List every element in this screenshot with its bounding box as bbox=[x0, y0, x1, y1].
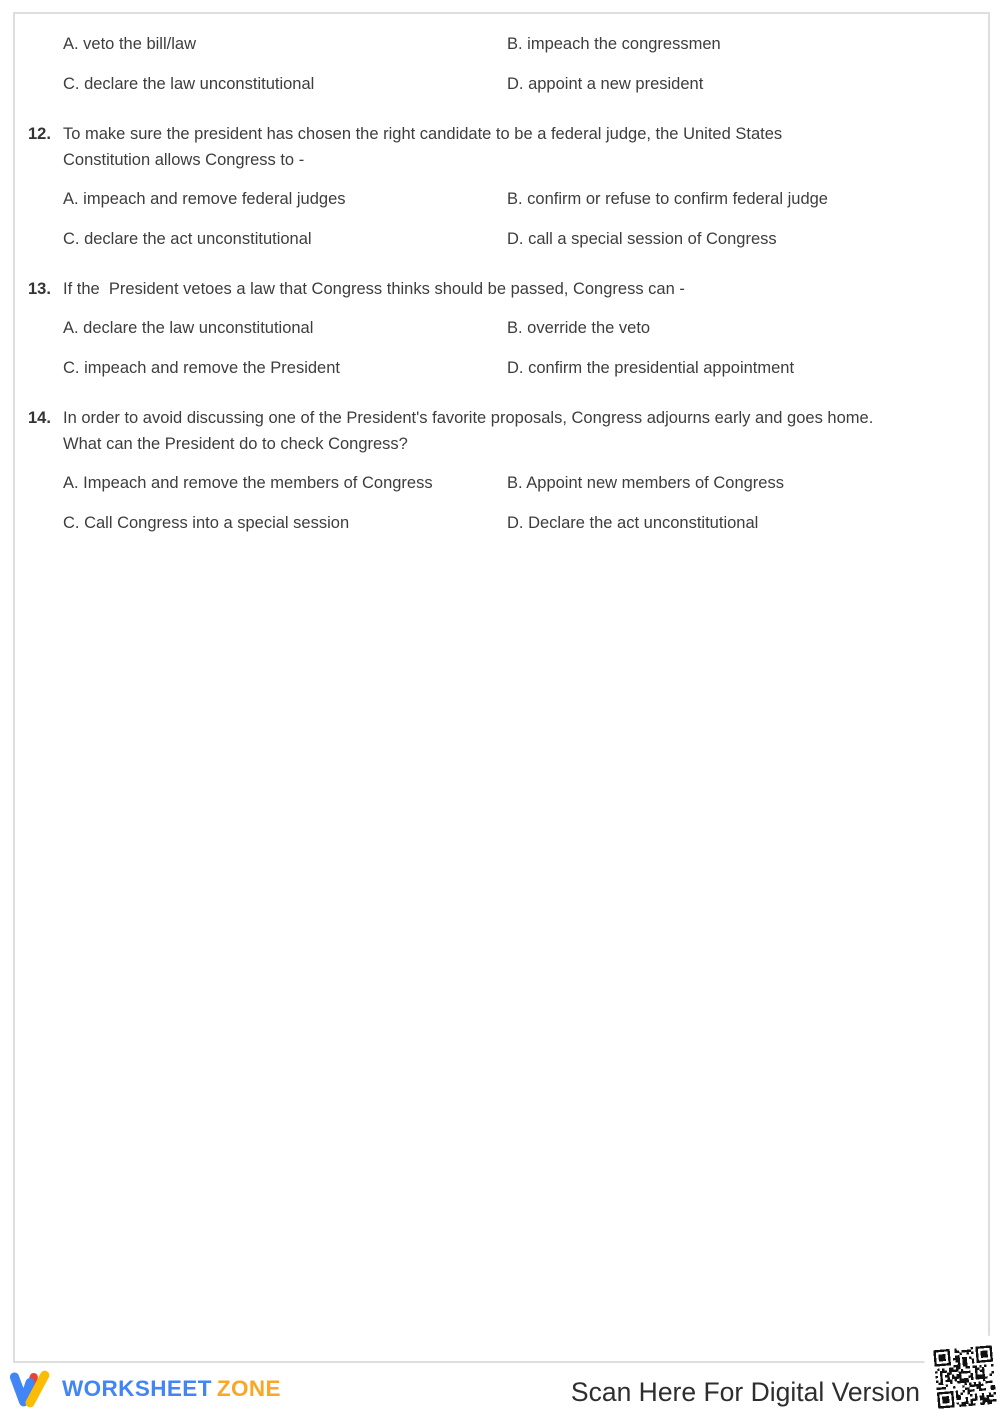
question-14-line-1: In order to avoid discussing one of the President's favorite proposals, Congress adjourns early and goes home. bbox=[63, 409, 874, 427]
question-14-number: 14. bbox=[28, 409, 51, 427]
qr-code-icon bbox=[925, 1337, 1000, 1417]
carryover-option-d: D. appoint a new president bbox=[507, 75, 704, 93]
question-14-text bbox=[63, 405, 988, 457]
question-13-options bbox=[63, 315, 968, 381]
question-12-number: 12. bbox=[28, 125, 51, 143]
worksheetzone-logo bbox=[8, 1366, 281, 1412]
question-13 bbox=[15, 276, 988, 302]
question-12-option-b: B. confirm or refuse to confirm federal judge bbox=[507, 190, 828, 208]
question-13-option-b: B. override the veto bbox=[507, 319, 651, 337]
question-14 bbox=[15, 405, 988, 457]
question-12 bbox=[15, 121, 988, 173]
question-12-option-a: A. impeach and remove federal judges bbox=[63, 190, 346, 208]
logo-text-worksheet: WORKSHEET bbox=[62, 1376, 212, 1401]
question-14-option-c: C. Call Congress into a special session bbox=[63, 514, 350, 532]
question-13-option-d: D. confirm the presidential appointment bbox=[507, 359, 795, 377]
question-12-line-2: Constitution allows Congress to - bbox=[63, 151, 305, 169]
question-13-option-c: C. impeach and remove the President bbox=[63, 359, 340, 377]
question-12-text bbox=[63, 121, 988, 173]
question-14-option-b: B. Appoint new members of Congress bbox=[507, 474, 784, 492]
question-14-line-2: What can the President do to check Congress? bbox=[63, 435, 408, 453]
question-13-text bbox=[63, 276, 988, 302]
carryover-options-group bbox=[63, 31, 968, 97]
carryover-option-b: B. impeach the congressmen bbox=[507, 35, 721, 53]
carryover-option-a: A. veto the bill/law bbox=[63, 35, 196, 53]
question-14-option-a: A. Impeach and remove the members of Congress bbox=[63, 474, 433, 492]
carryover-option-c: C. declare the law unconstitutional bbox=[63, 75, 315, 93]
question-12-option-d: D. call a special session of Congress bbox=[507, 230, 777, 248]
question-13-line-1: If the President vetoes a law that Congress thinks should be passed, Congress can - bbox=[63, 280, 685, 298]
logo-text bbox=[62, 1376, 281, 1402]
logo-text-zone: ZONE bbox=[216, 1376, 281, 1401]
question-12-option-c: C. declare the act unconstitutional bbox=[63, 230, 312, 248]
question-14-option-d: D. Declare the act unconstitutional bbox=[507, 514, 759, 532]
logo-w-icon bbox=[8, 1367, 54, 1411]
question-12-options bbox=[63, 186, 968, 252]
question-13-option-a: A. declare the law unconstitutional bbox=[63, 319, 314, 337]
question-14-options bbox=[63, 470, 968, 536]
scan-here-text: Scan Here For Digital Version bbox=[570, 1377, 920, 1407]
question-12-line-1: To make sure the president has chosen the right candidate to be a federal judge, the United States bbox=[63, 125, 783, 143]
worksheet-content-box bbox=[13, 12, 990, 1363]
question-13-number: 13. bbox=[28, 280, 51, 298]
